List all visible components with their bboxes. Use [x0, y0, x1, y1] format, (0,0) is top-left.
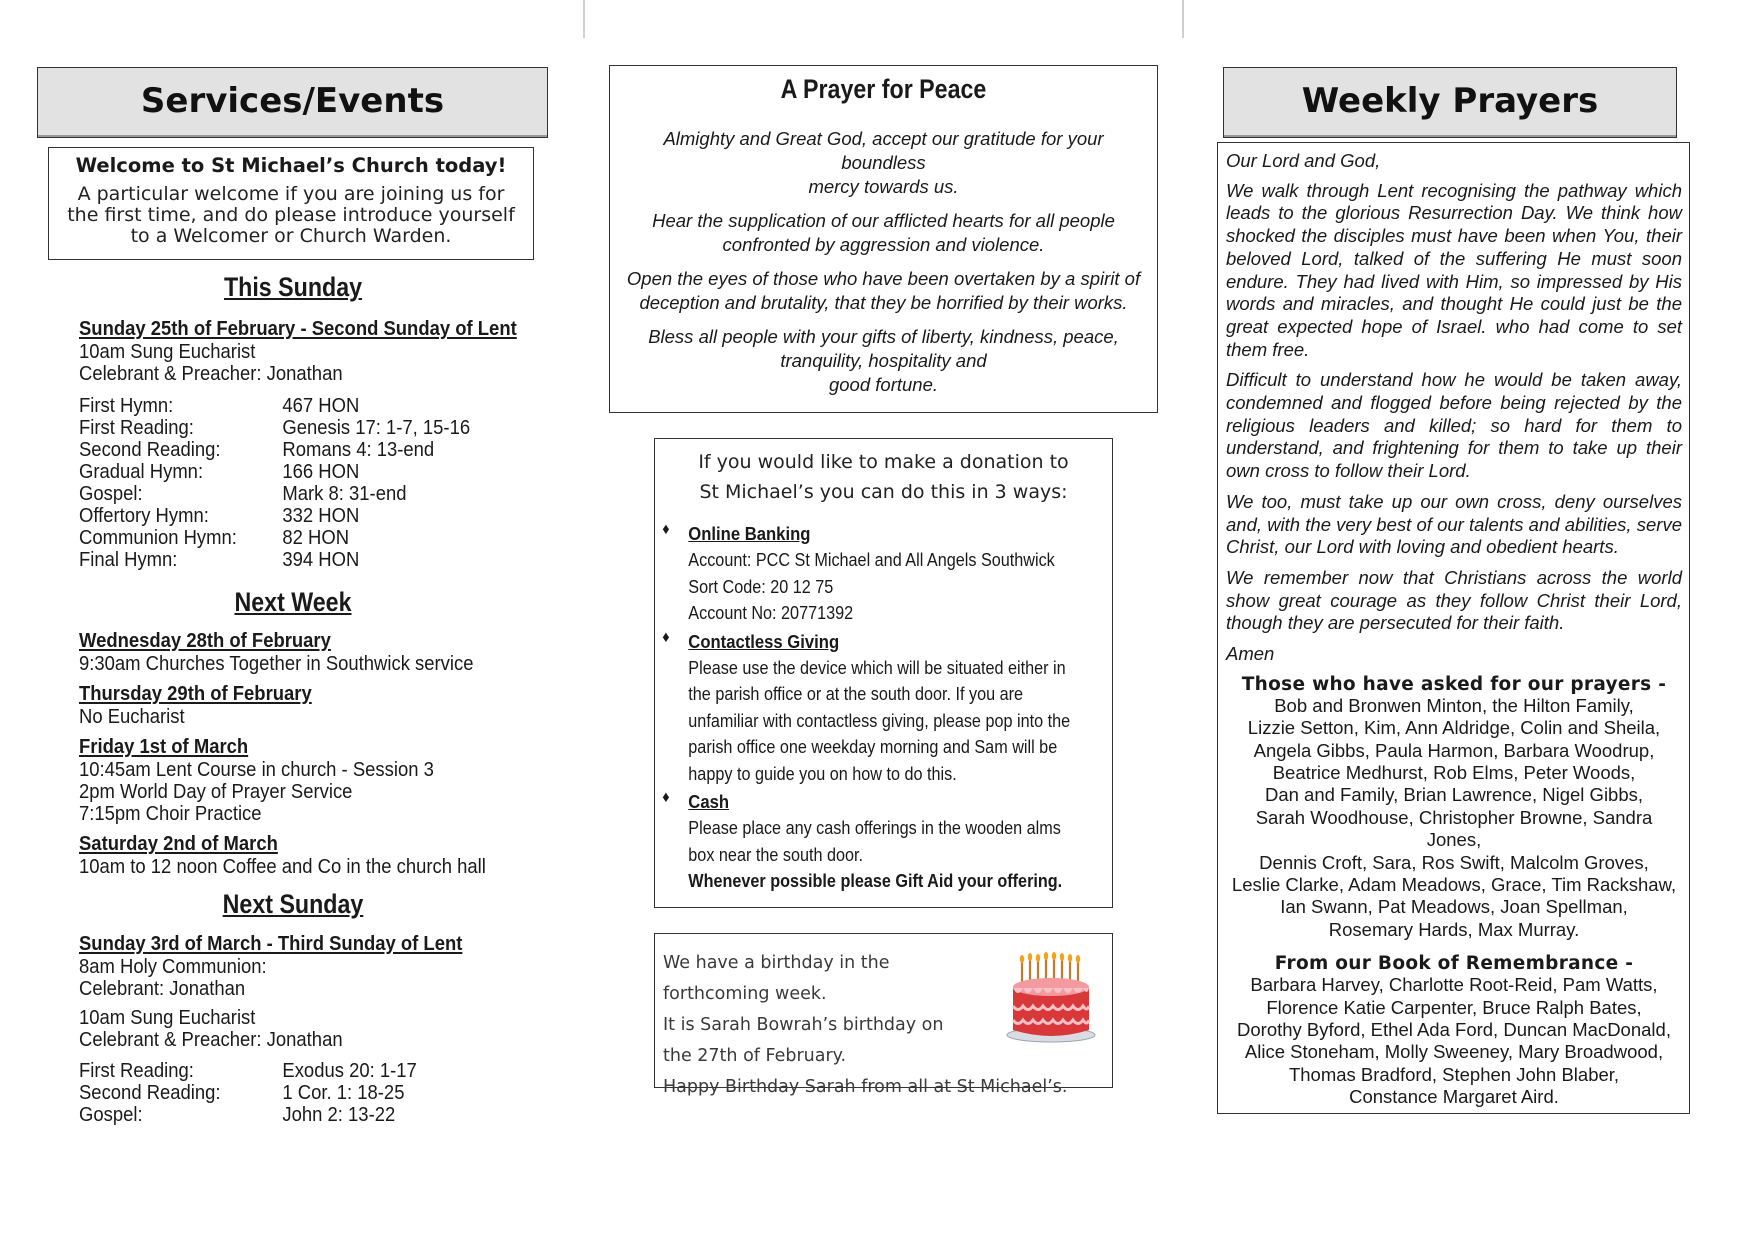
- weekly-prayers-box: [1217, 142, 1690, 1114]
- reading-row: Communion Hymn: 82 HON: [79, 526, 350, 549]
- birthday-line: It is Sarah Bowrah’s birthday on: [663, 1015, 944, 1035]
- reading-row: Gospel: Mark 8: 31-end: [79, 482, 407, 505]
- name-line: Florence Katie Carpenter, Bruce Ralph Bates,: [1266, 996, 1642, 1018]
- service-line: 10am Sung Eucharist: [79, 340, 256, 363]
- asked-prayers-title: Those who have asked for our prayers -: [1241, 673, 1667, 695]
- prayer-paragraph: Open the eyes of those who have been overtaken by a spirit of deception and brutality, that they be horrified by their works.: [626, 268, 1141, 313]
- day-line: 10am to 12 noon Coffee and Co in the church hall: [79, 855, 486, 878]
- prayer-paragraph: Almighty and Great God, accept our gratitude for your boundless mercy towards us.: [663, 128, 1104, 197]
- reading-row: Second Reading: Romans 4: 13-end: [79, 438, 435, 461]
- service-line: Celebrant & Preacher: Jonathan: [79, 1028, 343, 1051]
- this-sunday-section: [48, 272, 538, 303]
- weekly-prayers-body: [1218, 143, 1689, 1109]
- welcome-text: [49, 184, 533, 247]
- services-events-banner: [37, 67, 548, 138]
- next-week-section: [48, 587, 538, 618]
- asked-prayers-names: [1226, 695, 1682, 941]
- name-line: Dan and Family, Brian Lawrence, Nigel Gibbs,: [1264, 784, 1644, 806]
- donation-box: [654, 438, 1113, 908]
- reading-row: Offertory Hymn: 332 HON: [79, 504, 360, 527]
- birthday-box: [654, 933, 1113, 1097]
- donation-intro-line: St Michael’s you can do this in 3 ways:: [699, 481, 1068, 503]
- welcome-title: Welcome to St Michael’s Church today!: [75, 154, 507, 177]
- name-line: Beatrice Medhurst, Rob Elms, Peter Woods,: [1272, 761, 1636, 783]
- birthday-line: the 27th of February.: [663, 1046, 847, 1066]
- next-week-content: [79, 629, 549, 878]
- reading-row: Gospel: John 2: 13-22: [79, 1103, 396, 1126]
- reading-row: First Reading: Exodus 20: 1-17: [79, 1059, 417, 1082]
- reading-row: Final Hymn: 394 HON: [79, 548, 360, 571]
- prayer-paragraph: Hear the supplication of our afflicted hearts for all people confronted by aggression and violence.: [652, 210, 1115, 255]
- prayer-for-peace-box: [609, 65, 1158, 413]
- next-week-title: Next Week: [234, 587, 352, 617]
- birthday-line: Happy Birthday Sarah from all at St Michael’s.: [663, 1077, 1068, 1097]
- prayer-paragraph: We walk through Lent recognising the pathway which leads to the glorious Resurrection Day. We think how shocked the disciples must have been when You, their beloved Lord, talked of the suffering He must soon endure. They had lived with Him, so impressed by His words and miracles, and thought He could just be the great expected hope of Israel. who had come to set them free.: [1226, 179, 1682, 360]
- name-line: Bob and Bronwen Minton, the Hilton Family,: [1274, 694, 1634, 716]
- donation-intro-line: If you would like to make a donation to: [698, 451, 1069, 473]
- name-line: Dorothy Byford, Ethel Ada Ford, Duncan MacDonald,: [1237, 1019, 1671, 1041]
- next-sunday-title: Next Sunday: [222, 889, 364, 919]
- fold-mark-left: [583, 0, 585, 38]
- donation-item-cash: ♦ Cash Please place any cash offerings in the wooden alms box near the south door. Whenever possible please Gift Aid your offering.: [655, 789, 1070, 895]
- day-heading: Wednesday 28th of February: [79, 629, 331, 652]
- day-line: 2pm World Day of Prayer Service: [79, 780, 353, 803]
- diamond-bullet-icon: ♦: [662, 521, 670, 538]
- day-heading: Thursday 29th of February: [79, 682, 312, 705]
- prayer-paragraph: We too, must take up our own cross, deny ourselves and, with the very best of our talents and abilities, serve Christ, our Lord with loving and obedient hearts.: [1226, 490, 1682, 558]
- prayer-paragraph: We remember now that Christians across the world show great courage as they follow Christ their Lord, though they are persecuted for their faith.: [1226, 566, 1682, 634]
- next-sunday-section: [48, 889, 538, 920]
- name-line: Sarah Woodhouse, Christopher Browne, Sandra Jones,: [1255, 806, 1653, 851]
- name-line: Lizzie Setton, Kim, Ann Aldridge, Colin and Sheila,: [1247, 717, 1661, 739]
- prayer-amen: Amen: [1226, 643, 1275, 665]
- banner-title: Weekly Prayers: [1301, 81, 1599, 121]
- banner-title: Services/Events: [140, 81, 445, 121]
- day-line: No Eucharist: [79, 705, 185, 728]
- day-line: 7:15pm Choir Practice: [79, 802, 262, 825]
- name-line: Barbara Harvey, Charlotte Root-Reid, Pam Watts,: [1250, 974, 1658, 996]
- this-sunday-event: Sunday 25th of February - Second Sunday of Lent: [79, 317, 517, 340]
- day-heading: Friday 1st of March: [79, 735, 249, 758]
- remembrance-title: From our Book of Remembrance -: [1274, 953, 1634, 975]
- weekly-prayers-banner: [1223, 67, 1677, 138]
- day-line: 10:45am Lent Course in church - Session 3: [79, 758, 434, 781]
- reading-row: First Hymn: 467 HON: [79, 394, 360, 417]
- name-line: Constance Margaret Aird.: [1349, 1086, 1559, 1108]
- welcome-box: [48, 147, 534, 260]
- this-sunday-content: [79, 317, 549, 571]
- prayer-opening: Our Lord and God,: [1226, 150, 1381, 171]
- diamond-bullet-icon: ♦: [662, 789, 670, 806]
- name-line: Alice Stoneham, Molly Sweeney, Mary Broadwood,: [1244, 1041, 1664, 1063]
- donation-intro: [655, 447, 1112, 507]
- reading-row: First Reading: Genesis 17: 1-7, 15-16: [79, 416, 471, 439]
- name-line: Ian Swann, Pat Meadows, Joan Spellman,: [1280, 896, 1628, 918]
- prayer-body: [610, 127, 1157, 397]
- prayer-paragraph: Bless all people with your gifts of liberty, kindness, peace, tranquility, hospitality and good fortune.: [648, 326, 1119, 395]
- service-line: 10am Sung Eucharist: [79, 1006, 256, 1029]
- donation-item-contactless: ♦ Contactless Giving Please use the device which will be situated either in the parish office or at the south door. If you are unfamiliar with contactless giving, please pop into the parish office one weekday morning and Sam will be happy to guide you on how to do this.: [662, 628, 1071, 784]
- birthday-line: forthcoming week.: [663, 984, 827, 1004]
- remembrance-names: [1226, 974, 1682, 1108]
- donation-list: [655, 521, 1070, 895]
- day-heading: Saturday 2nd of March: [79, 832, 278, 855]
- name-line: Dennis Croft, Sara, Ros Swift, Malcolm Groves,: [1259, 851, 1649, 873]
- birthday-cake-icon: [1005, 952, 1097, 1044]
- name-line: Rosemary Hards, Max Murray.: [1328, 918, 1580, 940]
- reading-row: Gradual Hymn: 166 HON: [79, 460, 360, 483]
- name-line: Thomas Bradford, Stephen John Blaber,: [1288, 1063, 1620, 1085]
- this-sunday-title: This Sunday: [223, 272, 363, 302]
- donation-item-online-banking: ♦ Online Banking Account: PCC St Michael and All Angels Southwick Sort Code: 20 12 75 Account No: 20771392: [662, 521, 1055, 623]
- next-sunday-content: [79, 932, 549, 1126]
- reading-row: Second Reading: 1 Cor. 1: 18-25: [79, 1081, 405, 1104]
- welcome-line: to a Welcomer or Church Warden.: [130, 225, 452, 247]
- welcome-line: the first time, and do please introduce yourself: [67, 204, 515, 226]
- name-line: Leslie Clarke, Adam Meadows, Grace, Tim Rackshaw,: [1231, 874, 1677, 896]
- service-line: 8am Holy Communion:: [79, 955, 267, 978]
- service-line: Celebrant & Preacher: Jonathan: [79, 362, 343, 385]
- diamond-bullet-icon: ♦: [662, 628, 670, 646]
- next-sunday-event: Sunday 3rd of March - Third Sunday of Lent: [79, 932, 463, 955]
- prayer-paragraph: Difficult to understand how he would be taken away, condemned and flogged before being rejected by the religious leaders and killed; so hard for them to understand, and frightening for them to take up their own cross to follow their Lord.: [1226, 369, 1682, 482]
- gift-aid-note: Whenever possible please Gift Aid your offering.: [688, 871, 1063, 891]
- welcome-line: A particular welcome if you are joining us for: [77, 183, 505, 205]
- birthday-line: We have a birthday in the: [663, 953, 890, 973]
- name-line: Angela Gibbs, Paula Harmon, Barbara Woodrup,: [1253, 739, 1655, 761]
- fold-mark-right: [1182, 0, 1184, 38]
- day-line: 9:30am Churches Together in Southwick service: [79, 652, 474, 675]
- prayer-title: A Prayer for Peace: [780, 74, 987, 104]
- service-line: Celebrant: Jonathan: [79, 977, 246, 1000]
